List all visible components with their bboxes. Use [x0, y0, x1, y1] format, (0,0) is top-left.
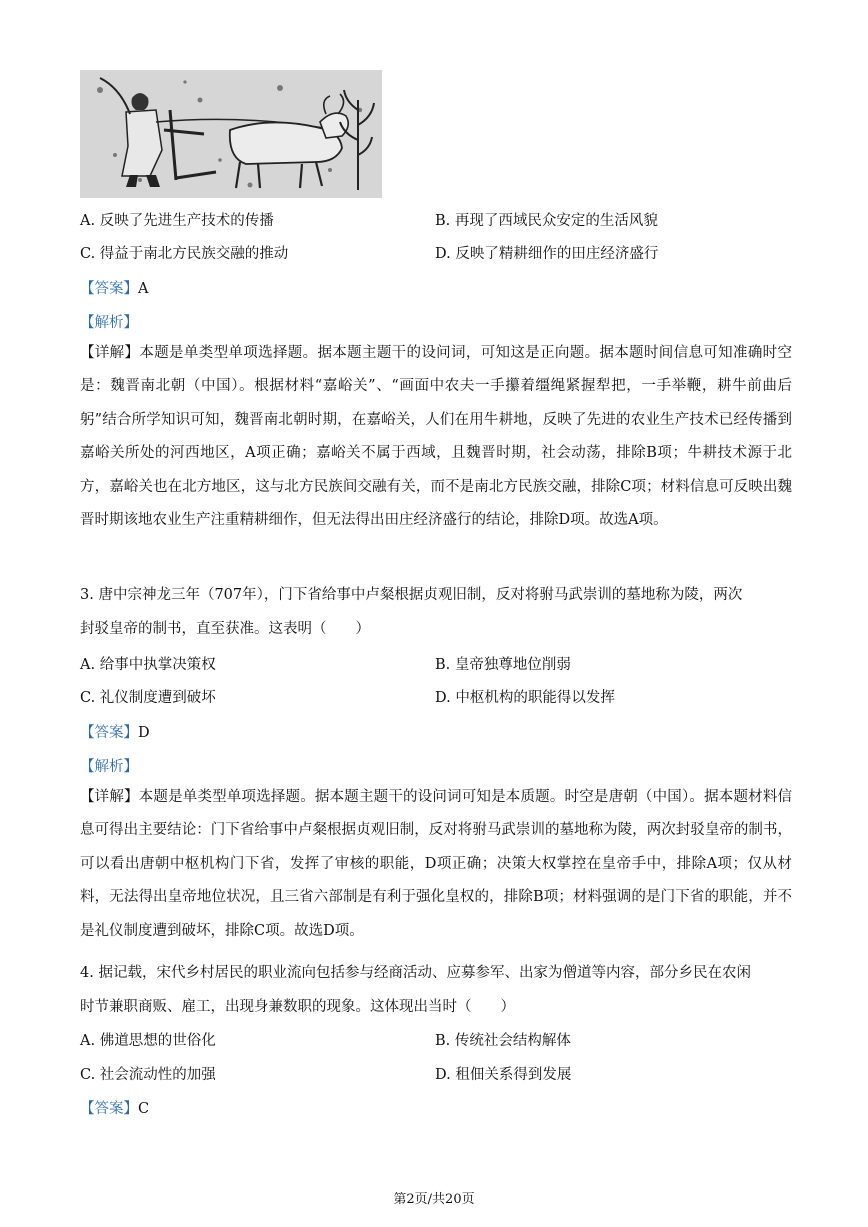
q2-answer: [80, 278, 148, 300]
analysis-tag: 【解析】: [80, 315, 138, 331]
q3-option-c: C. 礼仪制度遭到破坏: [80, 690, 216, 706]
q4-stem-line2: 时节兼职商贩、雇工，出现身兼数职的现象。这体现出当时（ ）: [80, 999, 515, 1015]
q3-analysis-heading: [80, 756, 138, 778]
q4-option-d: D. 租佃关系得到发展: [435, 1067, 572, 1083]
q2-option-a: A. 反映了先进生产技术的传播: [80, 213, 274, 229]
q2-option-b: B. 再现了西域民众安定的生活风貌: [435, 213, 658, 229]
q3-option-d: D. 中枢机构的职能得以发挥: [435, 690, 615, 706]
detail-text: 本题是单类型单项选择题。据本题主题干的设问词，可知这是正向题。据本题时间信息可知准确时空是：魏晋南北朝（中国）。根据材料“嘉峪关”、“画面中农夫一手攥着缰绳紧握犁把，一手举鞭，耕牛前曲后躬”结合所学知识可知，魏晋南北朝时期，在嘉峪关，人们在用牛耕地，反映了先进的农业生产技术已经传播到嘉峪关所处的河西地区，A项正确；嘉峪关不属于西域，且魏晋时期，社会动荡，排除B项；牛耕技术源于北方，嘉峪关也在北方地区，这与北方民族间交融有关，而不是南北方民族交融，排除C项；材料信息可反映出魏晋时期该地农业生产注重精耕细作，但无法得出田庄经济盛行的结论，排除D项。故选A项。: [80, 345, 793, 529]
page-footer: 第2页/共20页: [393, 1192, 475, 1207]
detail-text: 本题是单类型单项选择题。据本题主题干的设问词可知是本质题。时空是唐朝（中国）。据本题材料信息可得出主要结论：门下省给事中卢粲根据贞观旧制，反对将驸马武崇训的墓地称为陵，两次封驳皇帝的制书，可以看出唐朝中枢机构门下省，发挥了审核的职能，D项正确；决策大权掌控在皇帝手中，排除A项；仅从材料，无法得出皇帝地位状况，且三省六部制是有利于强化皇权的，排除B项；材料强调的是门下省的职能，并不是礼仪制度遭到破坏，排除C项。故选D项。: [80, 789, 793, 939]
q3-option-b: B. 皇帝独尊地位削弱: [435, 657, 571, 673]
q4-option-a: A. 佛道思想的世俗化: [80, 1033, 216, 1049]
q4-option-c: C. 社会流动性的加强: [80, 1067, 216, 1083]
q2-analysis-heading: [80, 312, 138, 334]
detail-tag: 【详解】: [80, 789, 139, 805]
q3-detail: [80, 781, 792, 948]
q3-option-a: A. 给事中执掌决策权: [80, 657, 216, 673]
mural-image: [80, 70, 382, 198]
q3-answer: [80, 722, 150, 744]
answer-value: C: [138, 1101, 150, 1117]
analysis-tag: 【解析】: [80, 759, 138, 775]
answer-tag: 【答案】: [80, 281, 138, 297]
q2-option-c: C. 得益于南北方民族交融的推动: [80, 246, 289, 262]
q4-answer: [80, 1098, 149, 1120]
answer-tag: 【答案】: [80, 725, 138, 741]
q3-stem-line2: 封驳皇帝的制书，直至获准。这表明（ ）: [80, 621, 370, 637]
detail-tag: 【详解】: [80, 345, 140, 361]
q4-stem-line1: 4. 据记载，宋代乡村居民的职业流向包括参与经商活动、应募参军、出家为僧道等内容，部分乡民在农闲: [80, 965, 751, 981]
answer-value: D: [138, 725, 150, 741]
q3-stem-line1: 3. 唐中宗神龙三年（707年），门下省给事中卢粲根据贞观旧制，反对将驸马武崇训的墓地称为陵，两次: [80, 587, 743, 603]
answer-tag: 【答案】: [80, 1101, 138, 1117]
q2-detail: [80, 337, 792, 537]
q4-option-b: B. 传统社会结构解体: [435, 1033, 571, 1049]
q2-option-d: D. 反映了精耕细作的田庄经济盛行: [435, 246, 659, 262]
answer-value: A: [138, 281, 149, 297]
ox-plough-mural-illustration: [80, 70, 382, 198]
